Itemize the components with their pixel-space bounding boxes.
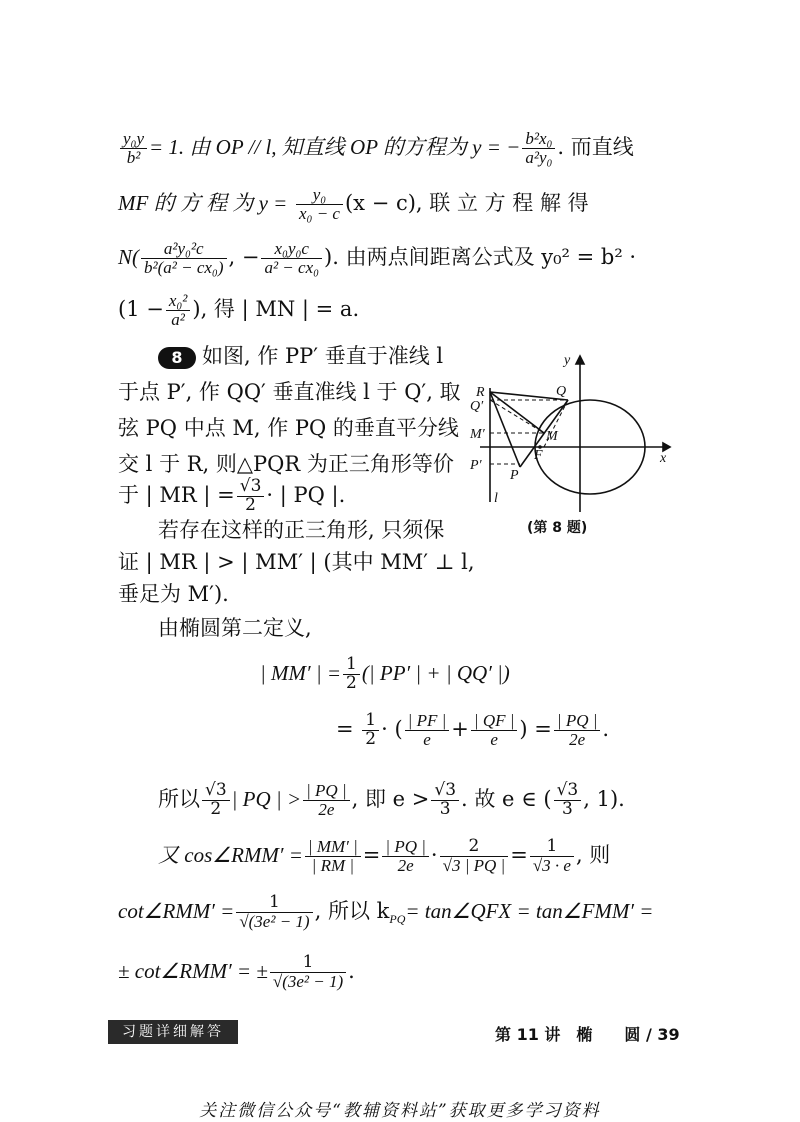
fraction-2-over-sqrt3PQ: $\frac{2}{√3 | PQ |}$ xyxy=(440,838,509,875)
fraction-x02-over-a2: $\frac{\text{x₀²}}{\text{a²}}$ xyxy=(166,292,191,329)
figure-caption: (第 8 题) xyxy=(527,520,588,536)
label-Qprime: Q′ xyxy=(470,399,484,414)
label-x: x xyxy=(660,451,667,466)
label-R: R xyxy=(476,385,485,400)
fraction-sqrt3-over-3-b: $\frac{√3}{3}$ xyxy=(554,782,582,819)
equation-2: = $\frac{1}{2}$ · ( $\frac{| PF |}{e}$ + $\frac{| QF |}{e}$ ) = $\frac{| PQ |}{2e}$ . xyxy=(336,710,610,749)
fraction-y0-over-x0mc: $\frac{\text{y₀}}{\text{x₀ − c}}$ xyxy=(296,186,343,223)
fraction-1-over-2-b: $\frac{1}{2}$ xyxy=(362,712,379,749)
y-axis-arrow xyxy=(576,356,584,364)
label-Pprime: P′ xyxy=(470,458,482,473)
fraction-b2x0-over-a2y0: $\frac{\text{b²x₀}}{\text{a²y₀}}$ xyxy=(522,130,555,167)
fraction-PQ-over-2e: $\frac{| PQ |}{2e}$ xyxy=(554,712,601,749)
fraction-sqrt3-over-2-b: $\frac{√3}{2}$ xyxy=(202,782,230,819)
fraction-PQ-over-2e-b: $\frac{| PQ |}{2e}$ xyxy=(303,782,350,819)
fraction-PF-over-e: $\frac{| PF |}{e}$ xyxy=(405,712,450,749)
statement-1: 所以 $\frac{√3}{2}$ | PQ | > $\frac{| PQ |}{2e}$ , 即 e > $\frac{√3}{3}$ . 故 e ∈ ( $\frac{√3}{3}$ , 1). xyxy=(158,780,625,819)
para-line-4: 由椭圆第二定义, xyxy=(158,616,312,640)
para-line-3: 垂足为 M′). xyxy=(118,582,229,606)
problem-number-badge: 8 xyxy=(158,347,196,369)
fraction-MMp-over-RM: $\frac{| MM' |}{| RM |}$ xyxy=(305,838,361,875)
statement-4: ± cot∠RMM′ = ± $\frac{1}{\text{√(3e² − 1)}}$ . xyxy=(118,952,355,991)
fraction-sqrt3-over-2: $\frac{√3}{2}$ xyxy=(237,478,265,515)
formula-line-3: N( $\frac{\text{a²y₀²c}}{\text{b²(a² − cx₀)}}$ , − $\frac{\text{x₀y₀c}}{\text{a² − cx₀}}$ ). 由两点间距离公式及 y₀² = b² · xyxy=(118,239,637,277)
label-l: l xyxy=(494,491,498,506)
fraction-1-over-sqrt3e2m1-b: $\frac{1}{\text{√(3e² − 1)}}$ xyxy=(270,954,346,991)
dashed-QpM xyxy=(490,400,544,433)
problem-8-line-5: 于 | MR | = $\frac{√3}{2}$ · | PQ |. xyxy=(118,476,346,515)
footer-section-label: 习题详细解答 xyxy=(108,1020,238,1044)
footer-page-info: 第 11 讲 椭 圆 / 39 xyxy=(495,1025,680,1044)
x-axis-arrow xyxy=(663,443,670,451)
label-P: P xyxy=(510,468,519,483)
problem-8-line-4: 交 l 于 R, 则△PQR 为正三角形等价 xyxy=(118,452,454,476)
label-M: M xyxy=(546,429,558,444)
fraction-n-x: $\frac{\text{a²y₀²c}}{\text{b²(a² − cx₀)}}$ xyxy=(141,240,227,277)
statement-3: cot∠RMM′ = $\frac{1}{\text{√(3e² − 1)}}$ , 所以 $k_{PQ}=$ tan∠QFX = tan∠FMM′ = xyxy=(118,892,654,931)
problem-8-line-2: 于点 P′, 作 QQ′ 垂直准线 l 于 Q′, 取 xyxy=(118,380,461,404)
fraction-1-over-2: $\frac{1}{2}$ xyxy=(343,656,360,693)
label-Mprime: M′ xyxy=(470,427,485,442)
fraction-n-y: $\frac{\text{x₀y₀c}}{\text{a² − cx₀}}$ xyxy=(261,240,322,277)
fraction-y0y-over-b2: $\frac{\text{y₀y}}{\text{b²}}$ xyxy=(120,130,147,167)
fraction-sqrt3-over-3: $\frac{√3}{3}$ xyxy=(431,782,459,819)
formula-line-1: $\frac{\text{y₀y}}{\text{b²}}$ = 1. 由 OP // l, 知直线 OP 的方程为 y = − $\frac{\text{b²x₀}}{\text{a²y₀}}$ . 而直线 xyxy=(118,130,634,167)
statement-2: 又 cos∠RMM′ = $\frac{| MM' |}{| RM |}$ = $\frac{| PQ |}{2e}$ · $\frac{2}{√3 | PQ |}$ = $\frac{1}{√3 \cdot e}$ , 则 xyxy=(158,836,611,875)
bottom-watermark-note: 关注微信公众号“教辅资料站”获取更多学习资料 xyxy=(199,1101,601,1121)
fraction-QF-over-e: $\frac{| QF |}{e}$ xyxy=(471,712,518,749)
para-line-2: 证 | MR | > | MM′ | (其中 MM′ ⊥ l, xyxy=(118,550,475,574)
label-Q: Q xyxy=(556,384,567,399)
problem-8-line-3: 弦 PQ 中点 M, 作 PQ 的垂直平分线 xyxy=(118,416,459,440)
equation-1: | MM′ | = $\frac{1}{2}$ (| PP′ | + | QQ′ |) xyxy=(260,654,510,693)
formula-line-4: (1 − $\frac{\text{x₀²}}{\text{a²}}$ ), 得 | MN | = a. xyxy=(118,291,360,329)
para-line-1: 若存在这样的正三角形, 只须保 xyxy=(158,518,445,542)
formula-line-2: MF 的 方 程 为 y = $\frac{\text{y₀}}{\text{x₀ − c}}$ (x − c), 联 立 方 程 解 得 xyxy=(118,185,589,223)
fraction-1-over-sqrt3e: $\frac{1}{√3 \cdot e}$ xyxy=(530,838,574,875)
fraction-1-over-sqrt3e2m1: $\frac{1}{\text{√(3e² − 1)}}$ xyxy=(236,894,312,931)
label-F: F xyxy=(534,448,543,463)
label-y: y xyxy=(564,353,571,368)
fraction-PQ-over-2e-c: $\frac{| PQ |}{2e}$ xyxy=(382,838,429,875)
problem-8-line-1: 8 如图, 作 PP′ 垂直于准线 l xyxy=(158,344,443,369)
